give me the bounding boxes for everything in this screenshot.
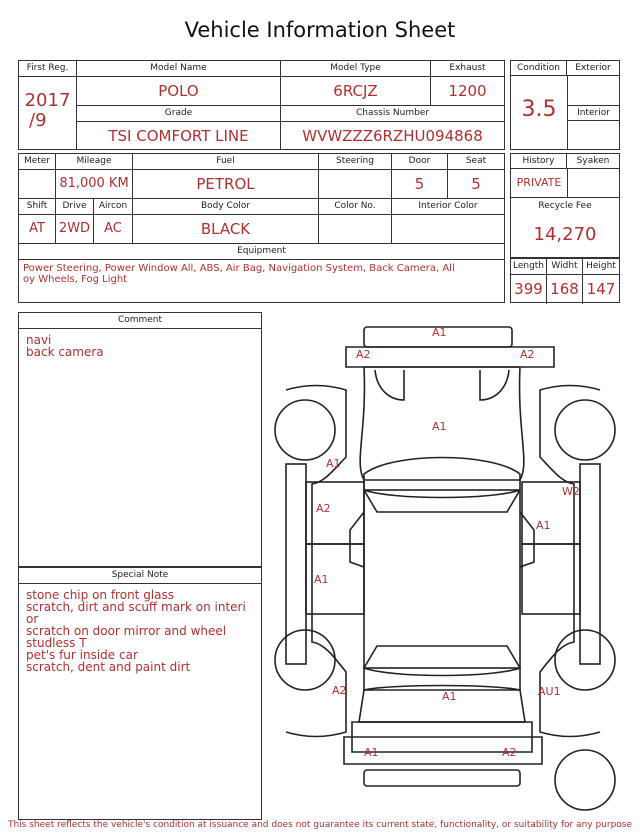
- left-front-wheel-shape: [275, 400, 335, 460]
- condition-label: Condition: [517, 63, 560, 73]
- height-label: Height: [583, 259, 619, 275]
- door-label: Door: [392, 154, 447, 170]
- mark-right-rear-quarter: AU1: [538, 685, 561, 698]
- body-color-value: BLACK: [200, 220, 251, 238]
- special-note-box: [18, 567, 262, 820]
- comment-label: Comment: [19, 313, 261, 329]
- special-note-line: studless T: [26, 636, 87, 650]
- special-note-lines: [19, 584, 261, 678]
- right-headlight-shape: [480, 370, 509, 400]
- syaken-label: Syaken: [576, 156, 610, 166]
- mark-front-right-corner: A2: [520, 348, 535, 361]
- model-type-value: 6RCJZ: [333, 82, 378, 100]
- recycle-fee-box: [510, 198, 620, 258]
- rear-bumper-lower-shape: [364, 770, 520, 786]
- first-reg-label: First Reg.: [19, 61, 76, 77]
- first-reg-year: 2017: [24, 90, 71, 111]
- special-note-label: Special Note: [19, 567, 261, 584]
- color-no-label: Color No.: [319, 199, 391, 215]
- right-front-wheel-shape: [555, 400, 615, 460]
- special-note-line: scratch, dent and paint dirt: [26, 660, 191, 674]
- equipment-line-1: Power Steering, Power Window All, ABS, Air Bag, Navigation System, Back Camera, All: [23, 263, 455, 274]
- chassis-number-value: WVWZZZ6RZHU094868: [302, 127, 483, 145]
- aircon-value: AC: [104, 221, 122, 236]
- body-color-label: Body Color: [133, 199, 318, 215]
- special-note-line: scratch, dirt and scuff mark on interi: [26, 600, 246, 614]
- model-name-value: POLO: [158, 82, 199, 100]
- fuel-value: PETROL: [196, 175, 255, 193]
- first-reg-month: /9: [29, 110, 47, 131]
- drive-label: Drive: [56, 199, 93, 215]
- vehicle-info-table: [18, 60, 505, 150]
- windshield-shape: [364, 458, 520, 498]
- drive-value: 2WD: [58, 221, 91, 236]
- vehicle-spec-table: [18, 153, 505, 243]
- mark-left-fender: A1: [326, 457, 341, 470]
- rear-window-shape: [364, 668, 520, 690]
- history-value: PRIVATE: [516, 176, 562, 189]
- width-value: 168: [550, 280, 579, 298]
- model-name-label: Model Name: [77, 61, 280, 77]
- right-side-outline: [540, 386, 600, 737]
- steering-label: Steering: [319, 154, 391, 170]
- seat-label: Seat: [448, 154, 504, 170]
- length-label: Length: [511, 259, 546, 275]
- interior-color-label: Interior Color: [392, 199, 504, 215]
- model-type-label: Model Type: [281, 61, 430, 77]
- shift-label: Shift: [19, 199, 55, 215]
- exhaust-value: 1200: [448, 82, 487, 100]
- mileage-value: 81,000 KM: [59, 176, 129, 191]
- exhaust-label: Exhaust: [431, 61, 504, 77]
- condition-grade: 3.5: [521, 97, 557, 122]
- history-label: History: [522, 156, 555, 166]
- interior-label: Interior: [577, 108, 610, 118]
- comment-lines: [19, 329, 261, 363]
- left-headlight-shape: [375, 370, 404, 400]
- car-damage-diagram: [262, 312, 640, 822]
- mark-right-fender: W2: [562, 485, 580, 498]
- shift-value: AT: [29, 221, 45, 236]
- mark-front-left-corner: A2: [356, 348, 371, 361]
- exterior-label: Exterior: [575, 63, 611, 73]
- condition-box: [510, 60, 620, 150]
- special-note-line: stone chip on front glass: [26, 588, 175, 602]
- height-value: 147: [586, 280, 616, 298]
- mark-right-front-door: A1: [536, 519, 551, 532]
- fuel-label: Fuel: [133, 154, 318, 170]
- special-note-line: or: [26, 612, 39, 626]
- right-rear-wheel-shape: [555, 630, 615, 690]
- grade-label: Grade: [77, 106, 280, 122]
- chassis-number-label: Chassis Number: [281, 106, 504, 122]
- mileage-label: Mileage: [56, 154, 132, 170]
- equipment-label: Equipment: [19, 244, 504, 260]
- mark-rear-right-corner: A2: [502, 746, 517, 759]
- equipment-box: [18, 243, 505, 303]
- mark-left-rear-door: A1: [314, 573, 329, 586]
- meter-label: Meter: [19, 154, 55, 170]
- right-sill-shape: [580, 464, 600, 664]
- comment-line: back camera: [26, 345, 104, 359]
- dimensions-box: [510, 258, 620, 303]
- aircon-label: Aircon: [94, 199, 132, 215]
- special-note-line: scratch on door mirror and wheel: [26, 624, 227, 638]
- spare-wheel-shape: [555, 750, 615, 810]
- length-value: 399: [514, 280, 543, 298]
- left-front-door-shape: [306, 482, 364, 544]
- special-note-line: pet's fur inside car: [26, 648, 138, 662]
- mark-front-bumper: A1: [432, 326, 447, 339]
- mark-left-rear-quarter: A2: [332, 684, 347, 697]
- mark-hood: A1: [432, 420, 447, 433]
- left-rear-wheel-shape: [275, 630, 335, 690]
- mark-trunk: A1: [442, 690, 457, 703]
- equipment-line-2: oy Wheels, Fog Light: [23, 274, 128, 285]
- recycle-fee-label: Recycle Fee: [538, 201, 592, 211]
- right-rear-door-shape: [522, 544, 580, 614]
- comment-line: navi: [26, 333, 52, 347]
- recycle-fee-value: 14,270: [533, 224, 597, 245]
- door-value: 5: [414, 175, 425, 193]
- history-box: [510, 153, 620, 198]
- width-label: Widht: [547, 259, 582, 275]
- roof-shape: [364, 490, 520, 668]
- comment-box: [18, 312, 262, 567]
- seat-value: 5: [471, 175, 481, 193]
- disclaimer-footer: This sheet reflects the vehicle's condition at issuance and does not guarantee its current state, functionality, or suitability for any purpose: [7, 820, 633, 830]
- mark-rear-left-corner: A1: [364, 746, 379, 759]
- grade-value: TSI COMFORT LINE: [108, 127, 249, 145]
- page-title: Vehicle Information Sheet: [184, 18, 456, 42]
- mark-left-front-door: A2: [316, 502, 331, 515]
